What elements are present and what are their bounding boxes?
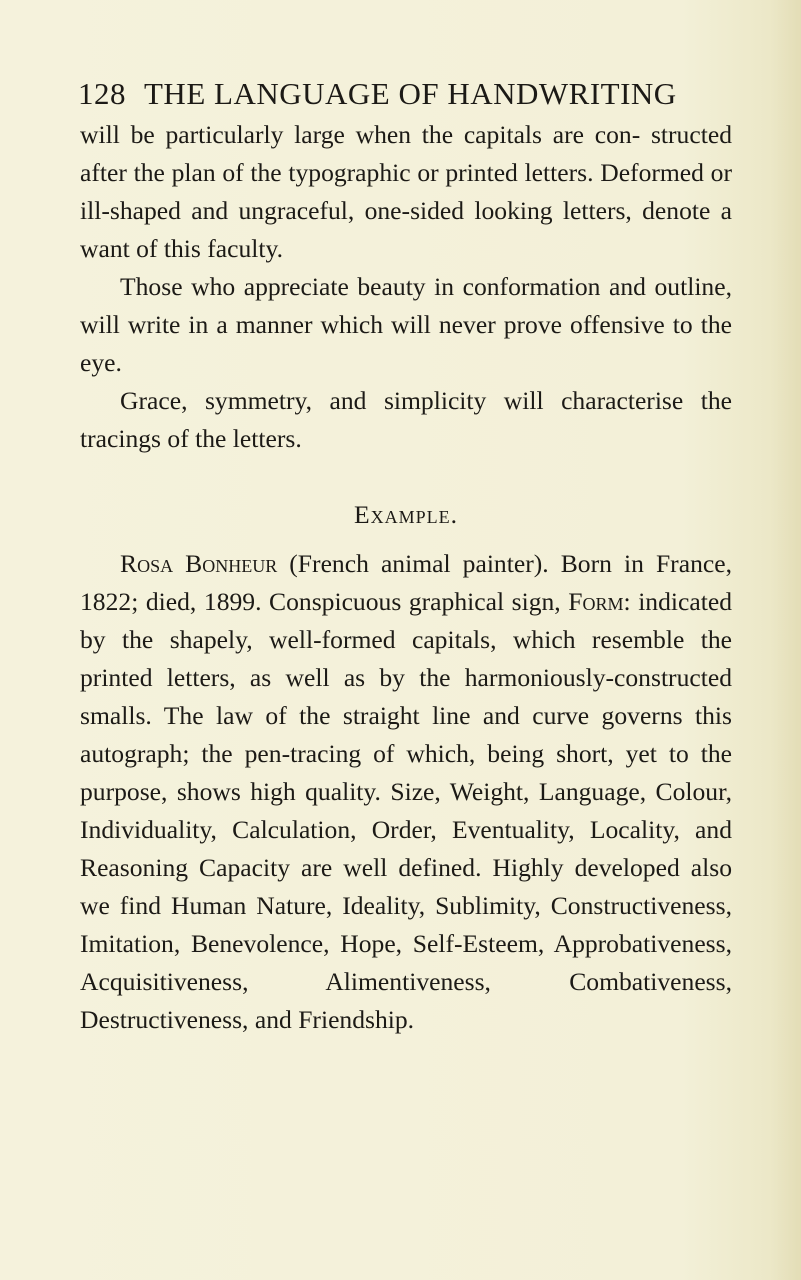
example-text-part1: (French animal painter). Born in France, 1822; died, 1899. Conspicuous graphical sign, [80,549,732,616]
paragraph-grace: Grace, symmetry, and simplicity will characterise the tracings of the letters. [80,386,732,453]
running-title: THE LANGUAGE OF HANDWRITING [144,76,677,111]
page-number: 128 [78,76,126,111]
paragraph-beauty: Those who appreciate beauty in conformation and outline, will write in a manner which will never prove offensive to the eye. [80,272,732,377]
paragraph-example [80,545,732,1039]
example-text-part2: : indicated by the shapely, well-formed capitals, which resemble the printed letters, as well as by the harmoniously-constructed smalls. The law of the straight line and curve governs this autograph; the pen-tracing of which, being short, yet to the purpose, shows high quality. Size, Weight, Language, Colour, Individuality, Calculation, Order, Eventuality, Locality, and Reasoning Capacity are well defined. Highly developed also we find Human Nature, Ideality, Sublimity, Constructiveness, Imitation, Benevolence, Hope, Self-Esteem, Approbativeness, Acquisitiveness, Alimentiveness, Combativeness, Destructiveness, and Friendship. [80,587,732,1034]
section-heading-example: Example. [353,500,459,529]
form-term: Form [568,587,624,616]
subject-name: Rosa Bonheur [120,549,278,578]
running-header [78,76,718,112]
paragraph-continuation: will be particularly large when the capitals are con- structed after the plan of the typographic or printed letters. Deformed or ill-shaped and ungraceful, one-sided looking letters, denote a want of this faculty. [80,120,732,263]
body-text [80,116,732,1039]
